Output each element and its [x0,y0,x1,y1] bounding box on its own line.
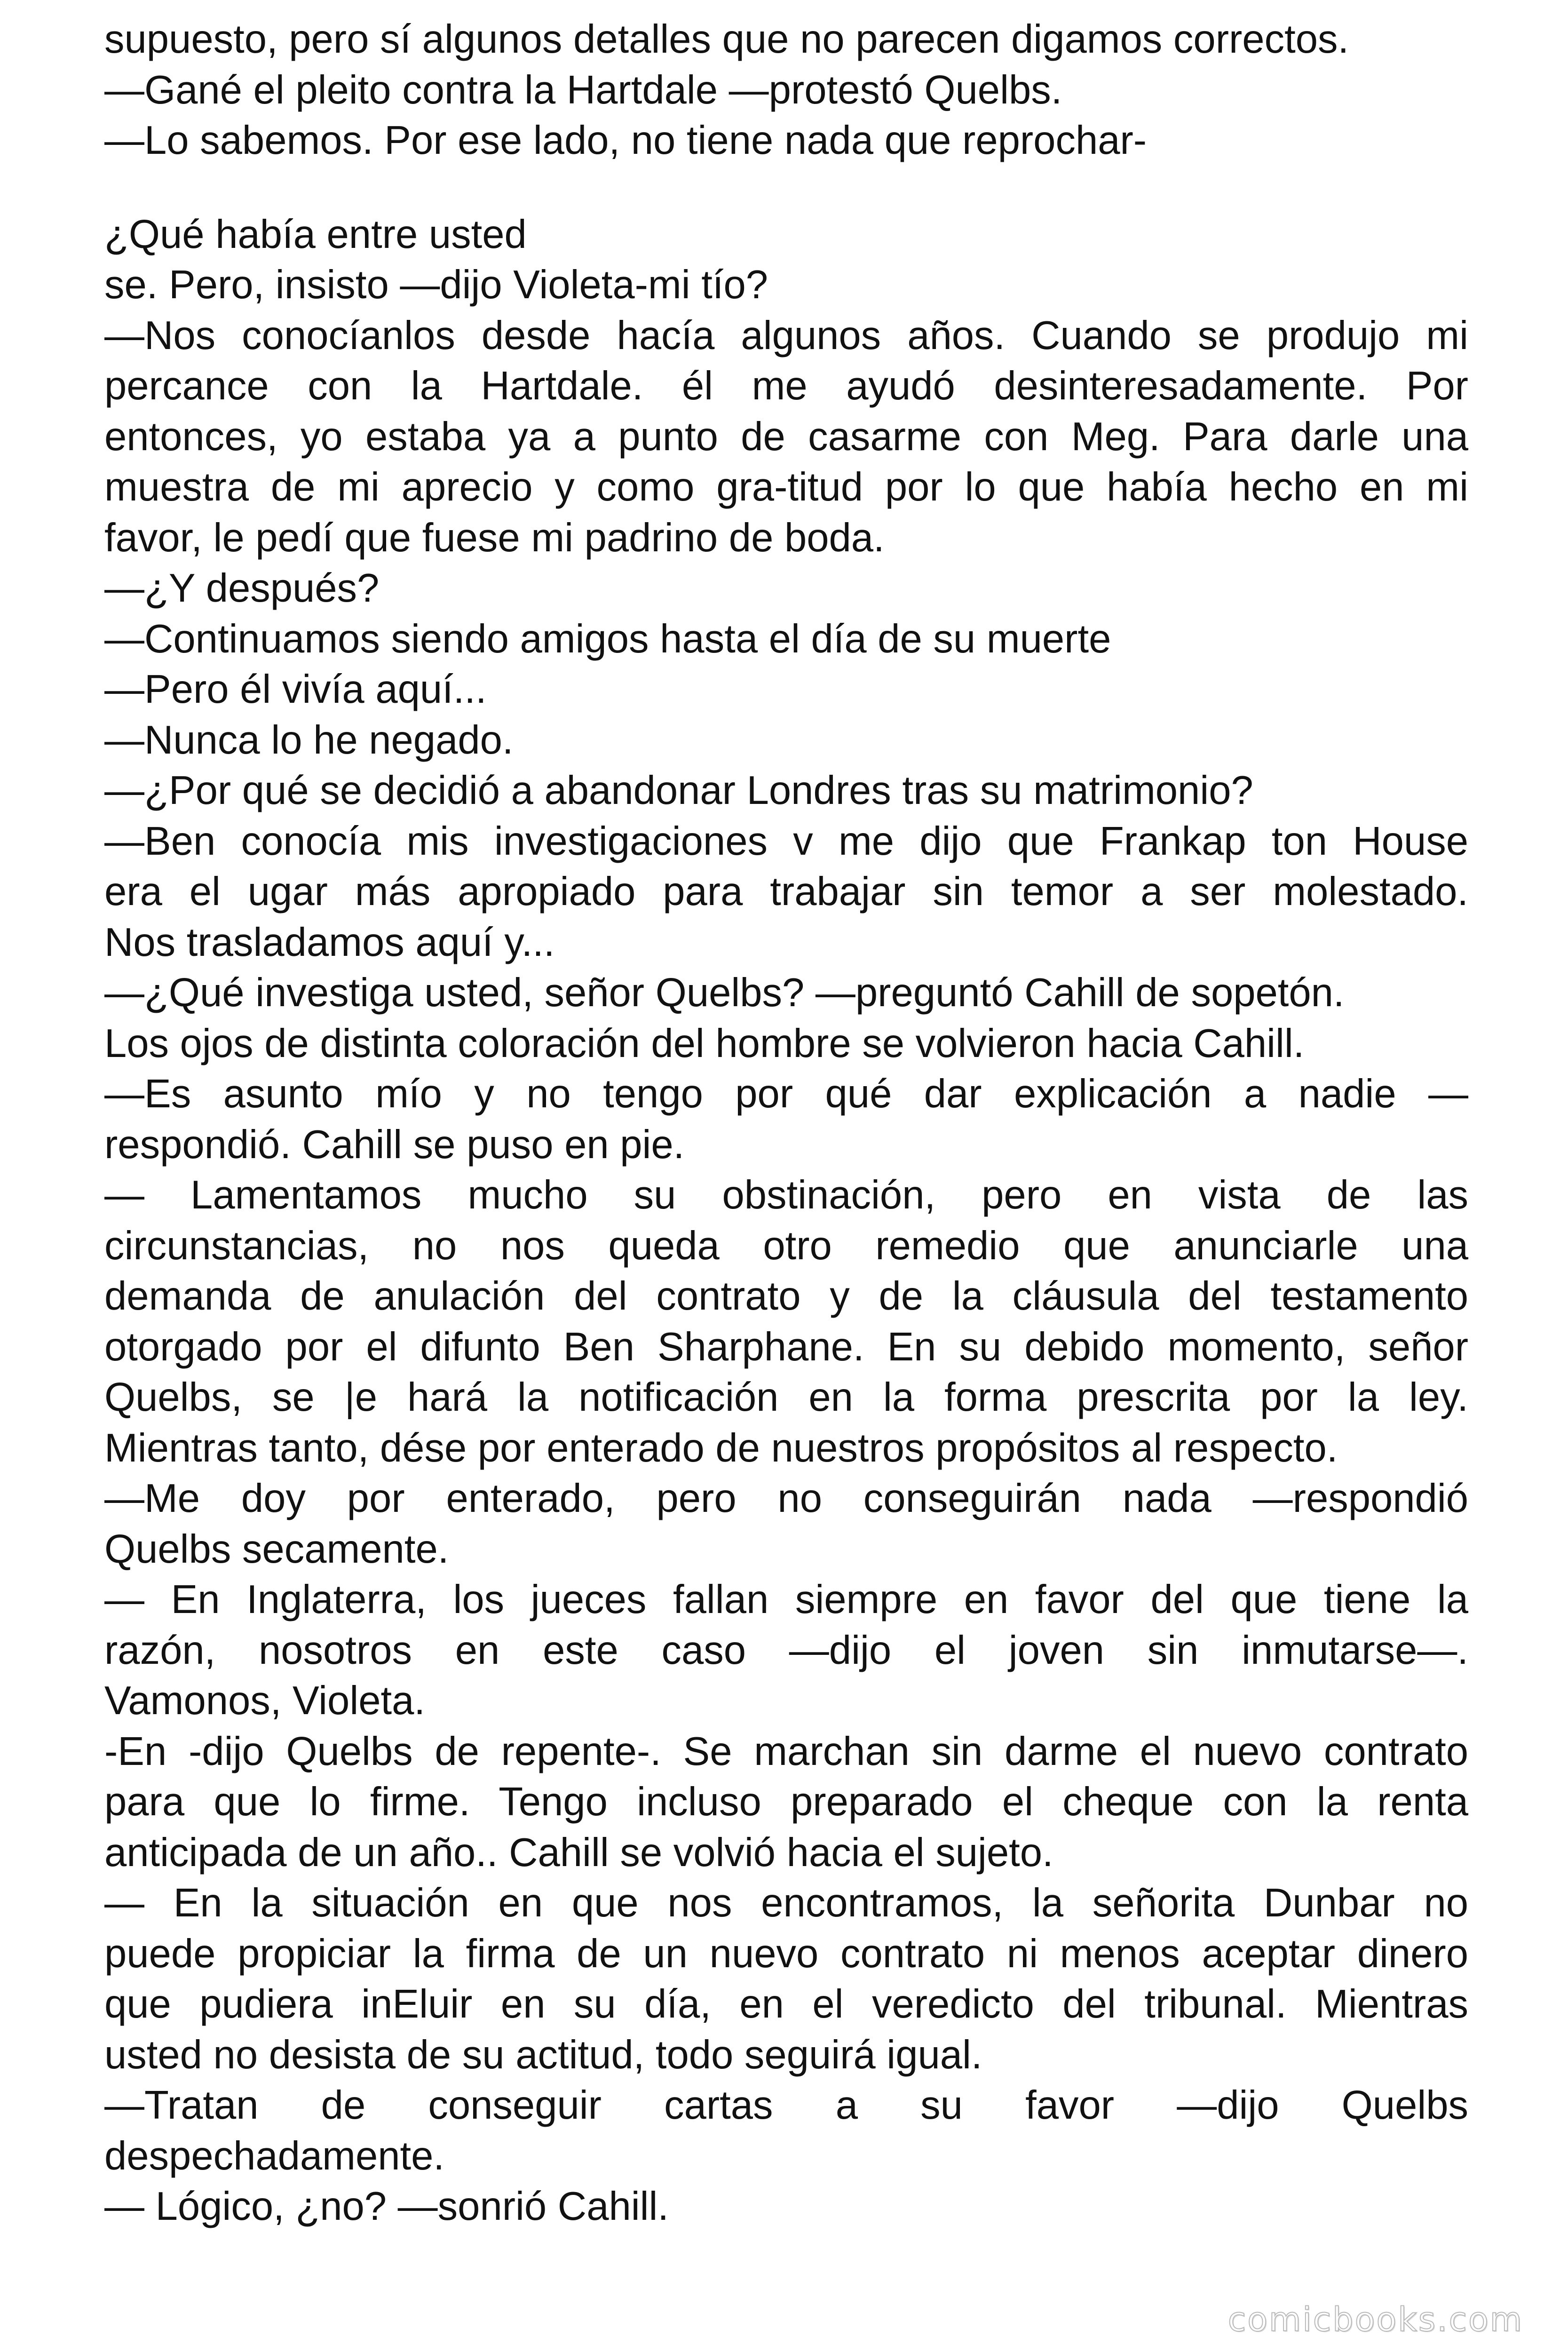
text-line: puede propiciar la firma de un nuevo contrato ni menos aceptar dinero [104,1931,1468,1976]
text-line: circunstancias, no nos queda otro remedio que anunciarle una [104,1223,1468,1268]
text-line: anticipada de un año.. Cahill se volvió hacia el sujeto. [104,1830,1053,1875]
text-line: razón, nosotros en este caso —dijo el joven sin inmutarse—. [104,1628,1468,1673]
text-line: otorgado por el difunto Ben Sharphane. En su debido momento, señor [104,1324,1468,1369]
text-line: Quelbs secamente. [104,1526,449,1572]
text-line: ¿Qué había entre usted [104,212,527,257]
text-line: supuesto, pero sí algunos detalles que no parecen digamos correctos. [104,17,1349,62]
text-line: era el ugar más apropiado para trabajar sin temor a ser molestado. [104,869,1468,914]
text-line: —Tratan de conseguir cartas a su favor —dijo Quelbs [104,2083,1468,2128]
text-line: para que lo firme. Tengo incluso preparado el cheque con la renta [104,1780,1468,1824]
watermark: comicbooks.com [1227,2300,1523,2339]
text-line: — En la situación en que nos encontramos, la señorita Dunbar no [104,1881,1468,1925]
text-line: —Es asunto mío y no tengo por qué dar explicación a nadie — [104,1072,1468,1116]
text-line: —Lo sabemos. Por ese lado, no tiene nada que reprochar- [104,118,1147,163]
text-line: demanda de anulación del contrato y de la cláusula del testamento [104,1274,1468,1319]
text-line: —Nunca lo he negado. [104,717,514,763]
text-line: que pudiera inEluir en su día, en el veredicto del tribunal. Mientras [104,1982,1468,2026]
text-line: Vamonos, Violeta. [104,1678,425,1723]
text-line: —¿Por qué se decidió a abandonar Londres tras su matrimonio? [104,768,1253,813]
text-line: Los ojos de distinta coloración del hombre se volvieron hacia Cahill. [104,1021,1305,1066]
text-line: —Gané el pleito contra la Hartdale —protestó Quelbs. [104,67,1062,112]
text-line: percance con la Hartdale. él me ayudó desinteresadamente. Por [104,364,1468,408]
text-line: —Nos conocíanlos desde hacía algunos años. Cuando se produjo mi [104,313,1468,358]
text-line: muestra de mi aprecio y como gra-titud por lo que había hecho en mi [104,465,1468,509]
text-line: favor, le pedí que fuese mi padrino de boda. [104,515,885,560]
text-line: entonces, yo estaba ya a punto de casarme con Meg. Para darle una [104,414,1468,459]
text-line: Quelbs, se |e hará la notificación en la forma prescrita por la ley. [104,1375,1468,1420]
text-line: —Ben conocía mis investigaciones v me dijo que Frankap ton House [104,818,1468,864]
text-line: — En Inglaterra, los jueces fallan siempre en favor del que tiene la [104,1577,1468,1622]
text-line: —¿Y después? [104,566,380,611]
text-line: — Lamentamos mucho su obstinación, pero en vista de las [104,1173,1468,1217]
text-line: -En -dijo Quelbs de repente-. Se marchan sin darme el nuevo contrato [104,1729,1468,1774]
text-line: se. Pero, insisto —dijo Violeta-mi tío? [104,262,768,307]
text-line: despechadamente. [104,2133,445,2178]
paragraph-gap [104,166,1468,209]
text-column [104,14,1468,2232]
text-line: usted no desista de su actitud, todo seguirá igual. [104,2032,982,2077]
text-line: Nos trasladamos aquí y... [104,920,555,965]
text-line: — Lógico, ¿no? —sonrió Cahill. [104,2184,669,2229]
text-line: respondió. Cahill se puso en pie. [104,1122,685,1167]
text-line: Mientras tanto, dése por enterado de nuestros propósitos al respecto. [104,1425,1338,1470]
text-line: —Pero él vivía aquí... [104,667,487,712]
text-line: —¿Qué investiga usted, señor Quelbs? —preguntó Cahill de sopetón. [104,970,1345,1015]
text-line: —Continuamos siendo amigos hasta el día de su muerte [104,616,1111,661]
text-line: —Me doy por enterado, pero no conseguirán nada —respondió [104,1476,1468,1521]
